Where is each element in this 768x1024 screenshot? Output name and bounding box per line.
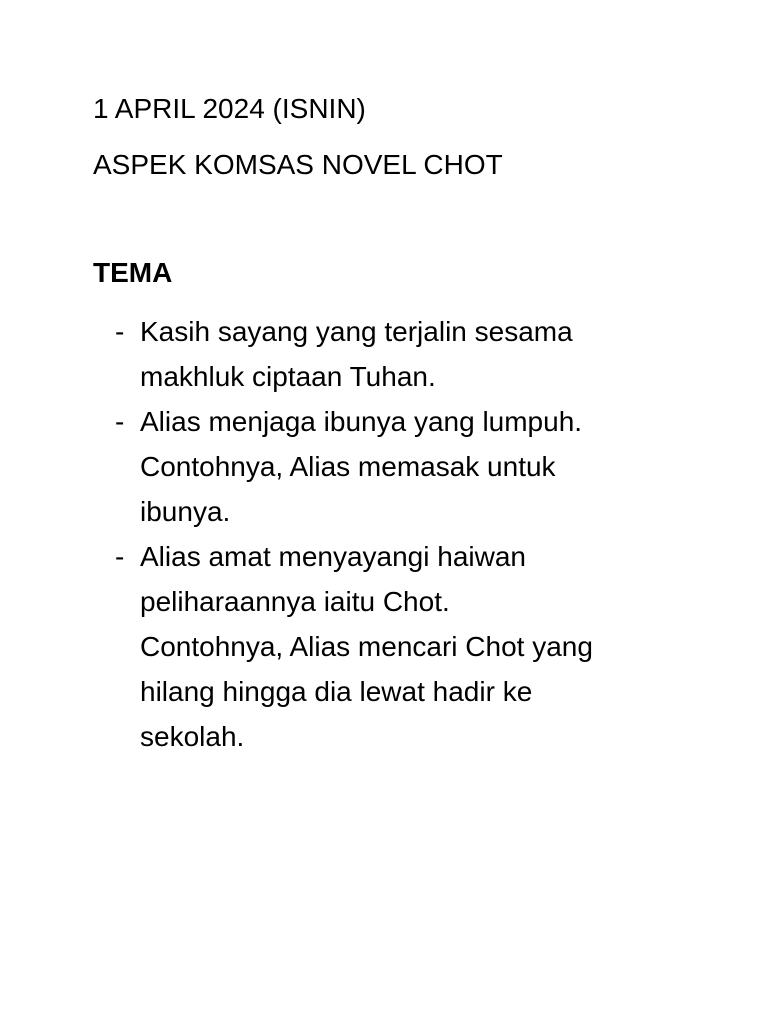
bullet-text-line: Alias amat menyayangi haiwan (140, 541, 526, 572)
bullet-dash: - (115, 406, 125, 437)
topic-line: ASPEK KOMSAS NOVEL CHOT (93, 149, 503, 180)
bullet-text-line: Kasih sayang yang terjalin sesama (140, 316, 573, 347)
bullet-text-line: Alias menjaga ibunya yang lumpuh. (140, 406, 583, 437)
bullet-item-1 (115, 309, 735, 399)
bullet-text-line: Contohnya, Alias mencari Chot yang (140, 631, 593, 662)
bullet-item-3 (115, 534, 735, 759)
bullet-text-line: hilang hingga dia lewat hadir ke (140, 676, 533, 707)
bullet-dash: - (115, 541, 125, 572)
theme-bullet-list (115, 309, 735, 759)
bullet-text-line: sekolah. (140, 721, 245, 752)
bullet-text-line: peliharaannya iaitu Chot. (140, 586, 450, 617)
bullet-dash: - (115, 316, 125, 347)
bullet-text-line: Contohnya, Alias memasak untuk (140, 451, 556, 482)
bullet-text-line: ibunya. (140, 496, 231, 527)
bullet-item-2 (115, 399, 735, 534)
date-line: 1 APRIL 2024 (ISNIN) (93, 93, 366, 124)
bullet-text-line: makhluk ciptaan Tuhan. (140, 361, 436, 392)
section-heading: TEMA (93, 257, 173, 288)
